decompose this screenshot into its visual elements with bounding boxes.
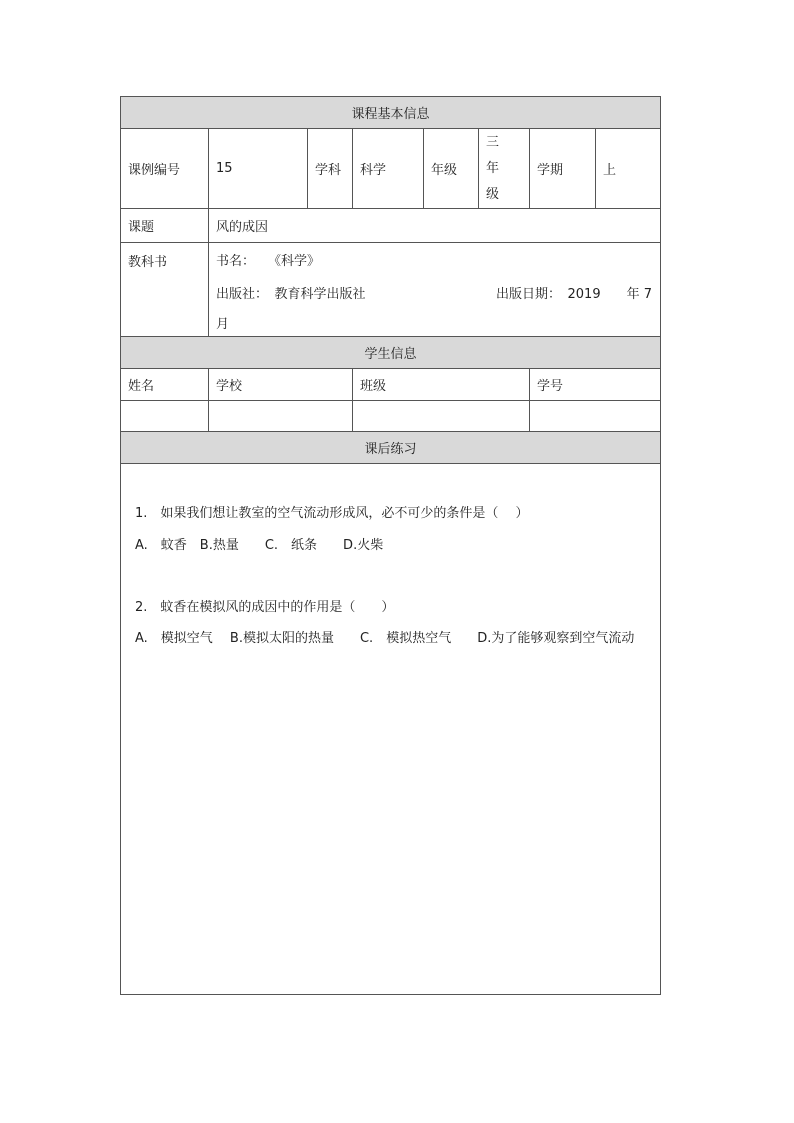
book-name: 书名： 《科学》 [216,254,321,269]
grade-value-line2: 级 [486,187,500,202]
question-2: 2. 蚊香在模拟风的成因中的作用是（ ） [135,600,395,615]
student-name-field[interactable] [121,401,209,432]
exercise-header: 课后练习 [121,432,661,464]
topic-label: 课题 [121,209,209,243]
course-table [120,96,661,995]
case-no-value: 15 [209,129,308,209]
case-no-label: 课例编号 [121,129,209,209]
question-1-options: A. 蚊香 B.热量 C. 纸条 D.火柴 [135,538,384,553]
basic-info-header: 课程基本信息 [121,97,661,129]
student-name-label: 姓名 [121,369,209,401]
term-label: 学期 [530,129,596,209]
student-id-field[interactable] [530,401,661,432]
textbook-label: 教科书 [121,243,209,337]
term-value: 上 [596,129,661,209]
student-school-field[interactable] [209,401,353,432]
textbook-details [209,243,661,337]
exercise-body [121,464,661,995]
topic-value: 风的成因 [209,209,661,243]
publication-date: 出版日期： 2019 年 7 [496,287,652,302]
publisher: 出版社： 教育科学出版社 [216,287,366,302]
subject-value: 科学 [353,129,424,209]
student-id-label: 学号 [530,369,661,401]
publication-month: 月 [216,317,230,332]
question-2-options: A. 模拟空气 B.模拟太阳的热量 C. 模拟热空气 D.为了能够观察到空气流动 [135,631,635,646]
grade-value [479,129,530,209]
course-form [120,96,660,995]
question-1: 1. 如果我们想让教室的空气流动形成风，必不可少的条件是（ ） [135,506,529,521]
student-school-label: 学校 [209,369,353,401]
student-class-label: 班级 [353,369,530,401]
subject-label: 学科 [308,129,353,209]
grade-value-line1: 三 年 [486,135,513,176]
grade-label: 年级 [424,129,479,209]
student-class-field[interactable] [353,401,530,432]
student-info-header: 学生信息 [121,337,661,369]
